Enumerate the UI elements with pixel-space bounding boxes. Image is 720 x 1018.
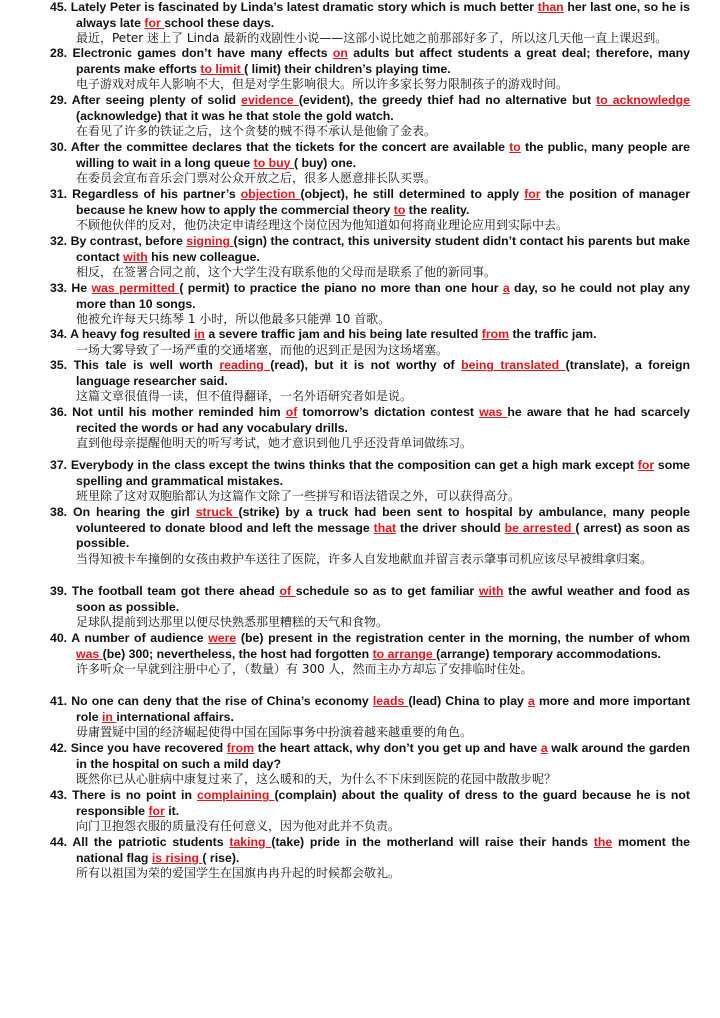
answer-text: in — [101, 709, 117, 724]
chinese-translation: 毋庸置疑中国的经济崛起使得中国在国际事务中扮演着越来越重要的角色。 — [76, 725, 473, 740]
chinese-translation: 既然你已从心脏病中康复过来了，这么暖和的天，为什么不下床到医院的花园中散散步呢？ — [76, 772, 557, 787]
answer-text: signing — [186, 234, 234, 248]
exercise-sentence — [50, 788, 690, 819]
answer-text: evidence — [241, 93, 299, 107]
sentence-text: schedule so as to get familiar — [295, 584, 479, 598]
answer-text: a — [528, 694, 535, 708]
item-number: 32. — [50, 234, 71, 248]
answer-text: in — [193, 327, 205, 341]
chinese-translation: 电子游戏对成年人影响不大，但是对学生影响很大。所以许多家长努力限制孩子的游戏时间。 — [76, 77, 569, 92]
sentence-text: (be) 300; nevertheless, the host had forgotten — [102, 646, 373, 661]
chinese-translation: 向门卫抱怨衣服的质量没有任何意义，因为他对此并不负责。 — [76, 819, 401, 834]
chinese-translation: 直到他母亲提醒他明天的听写考试，她才意识到他几乎还没背单词做练习。 — [76, 436, 473, 451]
sentence-text: Regardless of his partner’s — [72, 187, 241, 201]
answer-text: was permitted — [91, 281, 180, 295]
exercise-sentence — [50, 327, 690, 343]
exercise-item — [50, 0, 690, 47]
item-number: 39. — [50, 584, 72, 598]
answer-text: was — [76, 646, 103, 661]
answer-text: for — [637, 458, 655, 472]
exercise-sentence — [50, 741, 690, 772]
sentence-text: No one can deny that the rise of China’s economy — [71, 694, 373, 708]
exercise-sentence — [50, 0, 690, 31]
item-number: 37. — [50, 458, 71, 472]
exercise-item — [50, 405, 690, 452]
sentence-text: On hearing the girl — [73, 505, 196, 519]
sentence-text: his new colleague. — [147, 249, 260, 264]
answer-text: than — [537, 0, 564, 14]
sentence-text: the awful weather and food as soon as possible. — [76, 584, 690, 614]
exercise-item — [50, 741, 690, 788]
answer-text: to limit — [200, 61, 245, 76]
sentence-text: the public, many people are willing to wait in a long queue — [76, 140, 690, 170]
sentence-text: ( rise). — [202, 850, 240, 865]
sentence-text: the driver should — [396, 520, 505, 535]
sentence-text: Electronic games don’t have many effects — [72, 46, 333, 60]
answer-text: to arrange — [372, 646, 437, 661]
item-number: 40. — [50, 631, 72, 645]
answer-text: the — [593, 835, 613, 849]
sentence-text: moment the national flag — [76, 835, 691, 865]
item-number: 35. — [50, 358, 74, 372]
answer-text: complaining — [196, 788, 275, 802]
exercise-sentence — [50, 187, 690, 218]
sentence-text: her last one, so he is always late — [76, 0, 691, 30]
chinese-translation: 在委员会宣布音乐会门票对公众开放之后，很多人愿意排长队买票。 — [76, 171, 437, 186]
sentence-text: All the patriotic students — [72, 835, 230, 849]
sentence-text: walk around the garden in the hospital on such a mild day? — [76, 741, 690, 771]
exercise-item — [50, 631, 690, 678]
sentence-text: it. — [164, 803, 180, 818]
answer-text: is rising — [151, 850, 203, 865]
exercise-item — [50, 458, 690, 505]
answer-text: were — [208, 631, 237, 645]
sentence-text: (lead) China to play — [408, 694, 529, 708]
sentence-text: adults but affect students a great deal; therefore, many parents make efforts — [76, 46, 690, 76]
chinese-translation: 足球队提前到达那里以便尽快熟悉那里糟糕的天气和食物。 — [76, 615, 389, 630]
sentence-text: a severe traffic jam and his being late resulted — [204, 327, 482, 341]
answer-text: to — [509, 140, 521, 154]
answer-text: with — [123, 249, 148, 264]
answer-text: on — [332, 46, 348, 60]
exercise-item — [50, 584, 690, 631]
item-number: 43. — [50, 788, 73, 802]
sentence-text: (arrange) temporary accommodations. — [436, 646, 661, 661]
sentence-text: The football team got there ahead — [71, 584, 280, 598]
sentence-text: the heart attack, why don’t you get up and have — [254, 741, 541, 755]
sentence-text: ( permit) to practice the piano no more than one hour — [179, 281, 503, 295]
sentence-text: (acknowledge) that it was he that stole the gold watch. — [76, 108, 394, 123]
exercise-sentence — [50, 835, 690, 866]
sentence-text: (translate), a foreign language researcher said. — [76, 358, 690, 388]
item-number: 31. — [50, 187, 73, 201]
sentence-text: (strike) by a truck had been sent to hospital by ambulance, many people volunteered to donate blood and left the message — [76, 505, 690, 535]
exercise-item — [50, 505, 690, 567]
exercise-item — [50, 140, 690, 187]
answer-text: a — [540, 741, 548, 755]
sentence-text: After seeing plenty of solid — [71, 93, 242, 107]
chinese-translation: 最近，Peter 迷上了 Linda 最新的戏剧性小说——这部小说比她之前那部好多了，所以这几天他一直上课迟到。 — [76, 31, 668, 46]
sentence-text: the reality. — [405, 202, 470, 217]
chinese-translation: 班里除了这对双胞胎都认为这篇作文除了一些拼写和语法错误之外，可以获得高分。 — [76, 489, 521, 504]
answer-text: being translated — [461, 358, 566, 372]
exercise-sentence — [50, 458, 690, 489]
sentence-text: (evident), the greedy thief had no alternative but — [298, 93, 597, 107]
answer-text: that — [373, 520, 397, 535]
answer-text: of — [279, 584, 296, 598]
answer-text: to buy — [253, 155, 294, 170]
chinese-translation: 许多听众一早就到注册中心了，（数量）有 300 人，然而主办方却忘了安排临时住处。 — [76, 662, 533, 677]
exercise-item — [50, 93, 690, 140]
sentence-text: (take) pride in the motherland will raise their hands — [271, 835, 594, 849]
sentence-text: school these days. — [164, 15, 275, 30]
sentence-text: He — [71, 281, 92, 295]
sentence-text: Since you have recovered — [70, 741, 227, 755]
item-number: 41. — [50, 694, 72, 708]
sentence-text: Not until his mother reminded him — [72, 405, 286, 419]
chinese-translation: 这篇文章很值得一读，但不值得翻译，一名外语研究者如是说。 — [76, 389, 413, 404]
exercise-item — [50, 187, 690, 234]
sentence-text: After the committee declares that the tickets for the concert are available — [70, 140, 510, 154]
answer-text: to acknowledge — [596, 93, 691, 107]
answer-text: for — [524, 187, 541, 201]
exercise-sentence — [50, 140, 690, 171]
answer-text: objection — [240, 187, 301, 201]
chinese-translation: 他被允许每天只练琴 1 小时，所以他最多只能弹 10 首歌。 — [76, 312, 391, 327]
item-number: 44. — [50, 835, 73, 849]
exercise-sentence — [50, 631, 690, 662]
item-number: 38. — [50, 505, 73, 519]
item-number: 42. — [50, 741, 71, 755]
item-number: 36. — [50, 405, 73, 419]
exercise-sentence — [50, 93, 690, 124]
answer-text: be arrested — [504, 520, 576, 535]
answer-text: from — [481, 327, 510, 341]
answer-text: struck — [195, 505, 239, 519]
answer-text: reading — [219, 358, 271, 372]
sentence-text: the position of manager because he knew how to apply the commercial theory — [76, 187, 690, 217]
sentence-text: ( limit) their children’s playing time. — [244, 61, 451, 76]
sentence-text: A number of audience — [71, 631, 209, 645]
answer-text: with — [478, 584, 504, 598]
chinese-translation: 不顾他伙伴的反对，他仍决定申请经理这个岗位因为他知道如何将商业理论应用到实际中去。 — [76, 218, 569, 233]
sentence-text: ( arrest) as soon as possible. — [76, 520, 690, 551]
sentence-text: By contrast, before — [70, 234, 187, 248]
exercise-item — [50, 835, 690, 882]
sentence-text: (sign) the contract, this university student didn’t contact his parents but make contact — [76, 234, 691, 264]
sentence-text: (be) present in the registration center in the morning, the number of whom — [236, 631, 690, 645]
exercise-sentence — [50, 358, 690, 389]
exercise-sentence — [50, 281, 690, 312]
answer-text: leads — [372, 694, 409, 708]
answer-text: a — [502, 281, 510, 295]
answer-text: from — [226, 741, 255, 755]
exercise-sentence — [50, 405, 690, 436]
exercise-item — [50, 788, 690, 835]
exercise-sentence — [50, 584, 690, 615]
answer-text: to — [393, 202, 406, 217]
exercise-item — [50, 46, 690, 93]
sentence-text: This tale is well worth — [73, 358, 220, 372]
item-number: 33. — [50, 281, 72, 295]
exercise-item — [50, 327, 690, 358]
answer-text: for — [144, 15, 165, 30]
sentence-text: (read), but it is not worthy of — [270, 358, 462, 372]
sentence-text: day, so he could not play any more than 10 songs. — [76, 281, 691, 311]
sentence-text: ( buy) one. — [293, 155, 357, 170]
sentence-text: A heavy fog resulted — [70, 327, 194, 341]
chinese-translation: 相反，在签署合同之前，这个大学生没有联系他的父母而是联系了他的新同事。 — [76, 265, 497, 280]
exercise-item — [50, 281, 690, 328]
item-number: 45. — [50, 0, 71, 14]
sentence-text: There is no point in — [72, 788, 197, 802]
exercise-item — [50, 694, 690, 741]
sentence-text: tomorrow’s dictation contest — [297, 405, 480, 419]
sentence-text: some spelling and grammatical mistakes. — [76, 458, 691, 488]
item-number: 28. — [50, 46, 73, 60]
chinese-translation: 所有以祖国为荣的爱国学生在国旗冉冉升起的时候都会敬礼。 — [76, 866, 401, 881]
exercise-sentence — [50, 505, 690, 552]
item-number: 29. — [50, 93, 72, 107]
sentence-text: (complain) about the quality of dress to the guard because he is not responsible — [76, 788, 691, 818]
sentence-text: (object), he still determined to apply — [300, 187, 525, 201]
answer-text: was — [479, 405, 508, 419]
sentence-text: the traffic jam. — [509, 327, 597, 341]
exercise-sentence — [50, 234, 690, 265]
chinese-translation: 在看见了许多的铁证之后，这个贪婪的贼不得不承认是他偷了金表。 — [76, 124, 437, 139]
exercise-item — [50, 234, 690, 281]
sentence-text: he aware that he had scarcely recited the words or had any vocabulary drills. — [76, 405, 690, 435]
sentence-text: more and more important role — [76, 694, 690, 724]
sentence-text: Lately Peter is fascinated by Linda’s latest dramatic story which is much better — [70, 0, 538, 14]
answer-text: taking — [229, 835, 272, 849]
exercise-sentence — [50, 46, 690, 77]
sentence-text: international affairs. — [116, 709, 234, 724]
sentence-text: Everybody in the class except the twins thinks that the composition can get a high mark except — [70, 458, 638, 472]
exercise-item — [50, 358, 690, 405]
exercise-sentence — [50, 694, 690, 725]
answer-text: for — [148, 803, 165, 818]
answer-text: of — [285, 405, 298, 419]
chinese-translation: 一场大雾导致了一场严重的交通堵塞，而他的迟到正是因为这场堵塞。 — [76, 342, 449, 357]
item-number: 30. — [50, 140, 71, 154]
chinese-translation: 当得知被卡车撞倒的女孩由救护车送往了医院，许多人自发地献血并留言表示肇事司机应该尽早被缉拿归案。 — [76, 551, 653, 566]
item-number: 34. — [50, 327, 71, 341]
